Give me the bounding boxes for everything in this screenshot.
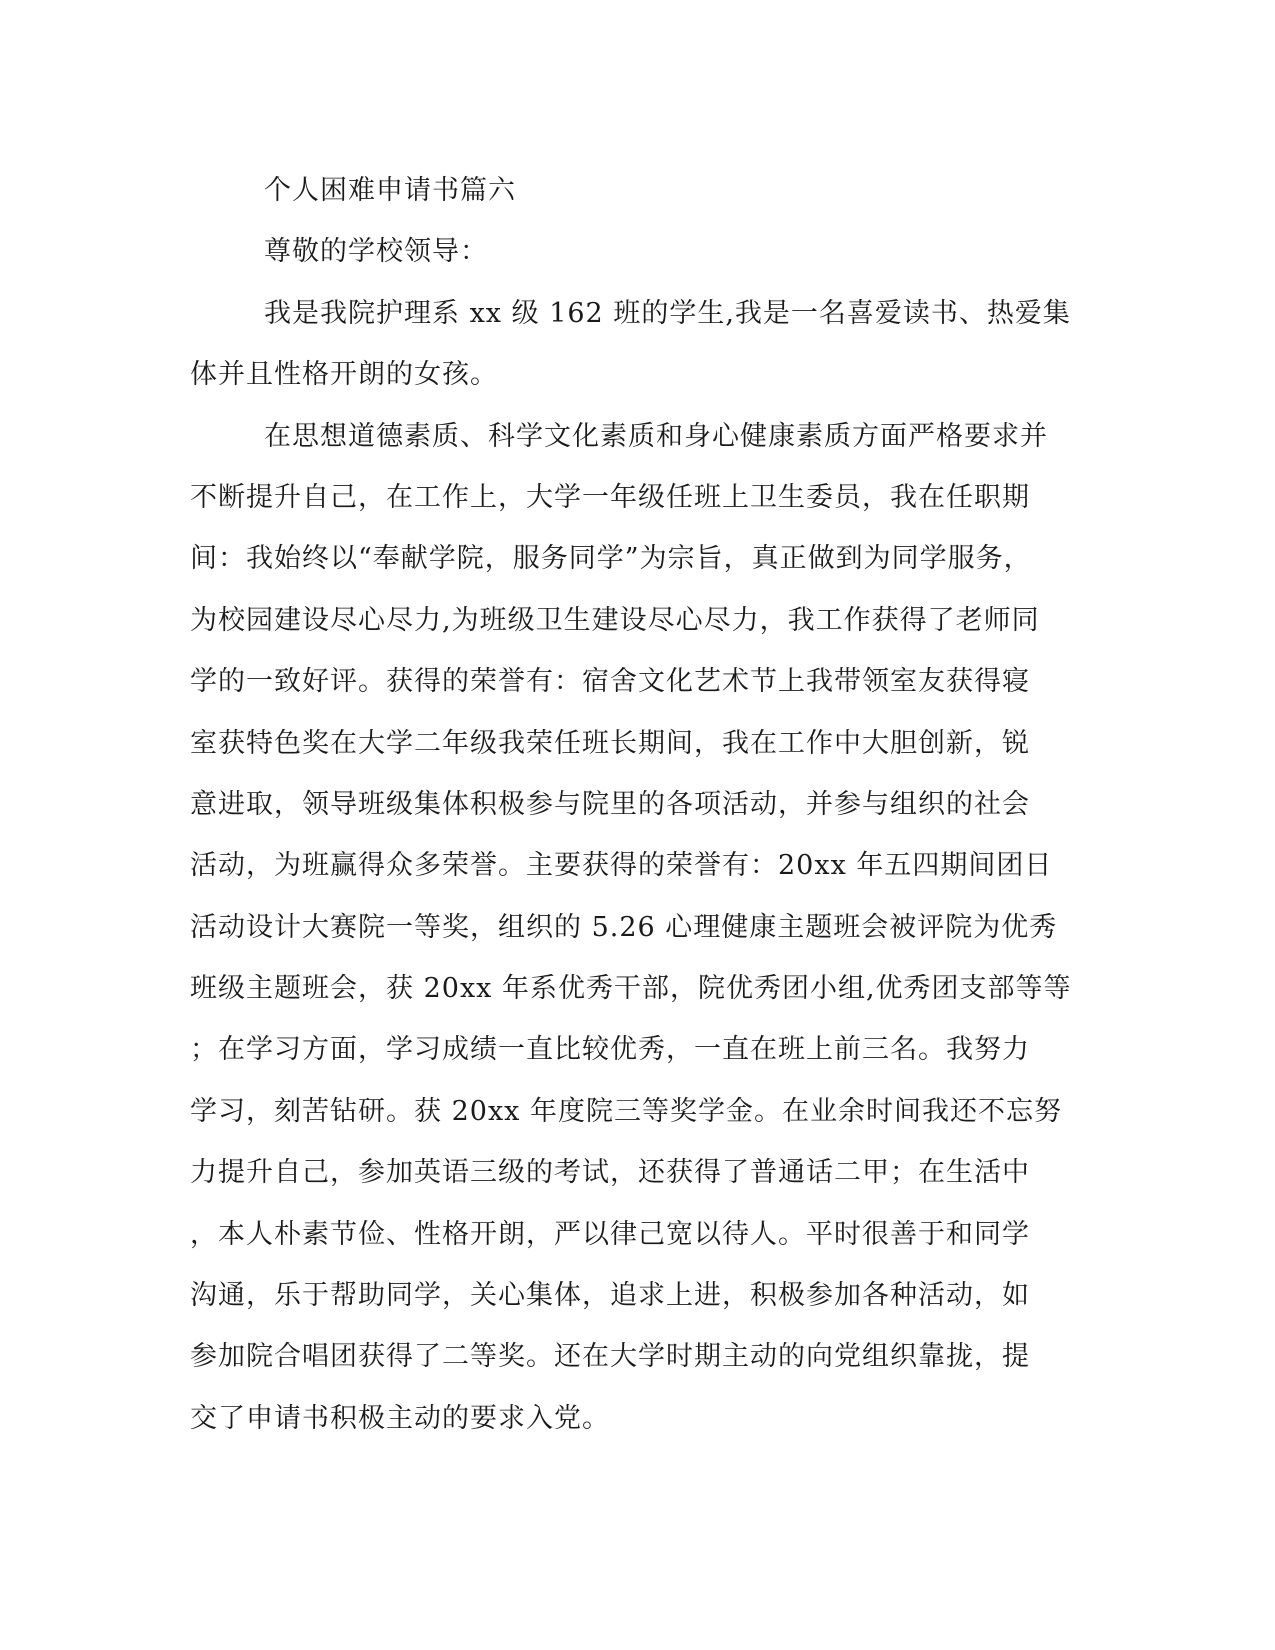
paragraph-line: 不断提升自己，在工作上，大学一年级任班上卫生委员，我在任职期 — [190, 481, 1030, 513]
paragraph-line: 交了申请书积极主动的要求入党。 — [190, 1402, 610, 1434]
paragraph-line: 活动，为班赢得众多荣誉。主要获得的荣誉有：20xx 年五四期间团日 — [190, 850, 1053, 882]
paragraph-2 — [190, 406, 1090, 1450]
document-body — [190, 160, 1090, 1449]
paragraph-line: 力提升自己，参加英语三级的考试，还获得了普通话二甲；在生活中 — [190, 1157, 1030, 1189]
paragraph-line: ；在学习方面，学习成绩一直比较优秀，一直在班上前三名。我努力 — [190, 1034, 1030, 1066]
paragraph-line: 室获特色奖在大学二年级我荣任班长期间，我在工作中大胆创新，锐 — [190, 727, 1030, 759]
paragraph-line: 学习，刻苦钻研。获 20xx 年度院三等奖学金。在业余时间我还不忘努 — [190, 1095, 1062, 1127]
paragraph-line: 间：我始终以“奉献学院，服务同学”为宗旨，真正做到为同学服务， — [190, 543, 1032, 575]
paragraph-line: 意进取，领导班级集体积极参与院里的各项活动，并参与组织的社会 — [190, 788, 1030, 820]
paragraph-line: ，本人朴素节俭、性格开朗，严以律己宽以待人。平时很善于和同学 — [190, 1218, 1030, 1250]
paragraph-line: 体并且性格开朗的女孩。 — [190, 359, 498, 391]
paragraph-line: 在思想道德素质、科学文化素质和身心健康素质方面严格要求并 — [264, 420, 1048, 452]
document-title: 个人困难申请书篇六 — [264, 175, 516, 206]
paragraph-line: 活动设计大赛院一等奖，组织的 5.26 心理健康主题班会被评院为优秀 — [190, 911, 1058, 943]
paragraph-line: 我是我院护理系 xx 级 162 班的学生,我是一名喜爱读书、热爱集 — [264, 297, 1071, 329]
salutation: 尊敬的学校领导： — [264, 236, 488, 268]
paragraph-line: 班级主题班会，获 20xx 年系优秀干部，院优秀团小组,优秀团支部等等 — [190, 973, 1072, 1005]
paragraph-line: 沟通，乐于帮助同学，关心集体，追求上进，积极参加各种活动，如 — [190, 1280, 1030, 1312]
paragraph-line: 学的一致好评。获得的荣誉有：宿舍文化艺术节上我带领室友获得寝 — [190, 666, 1030, 698]
paragraph-line: 参加院合唱团获得了二等奖。还在大学时期主动的向党组织靠拢，提 — [190, 1341, 1030, 1373]
paragraph-line: 为校园建设尽心尽力,为班级卫生建设尽心尽力，我工作获得了老师同 — [190, 604, 1040, 636]
paragraph-1 — [190, 283, 1090, 406]
